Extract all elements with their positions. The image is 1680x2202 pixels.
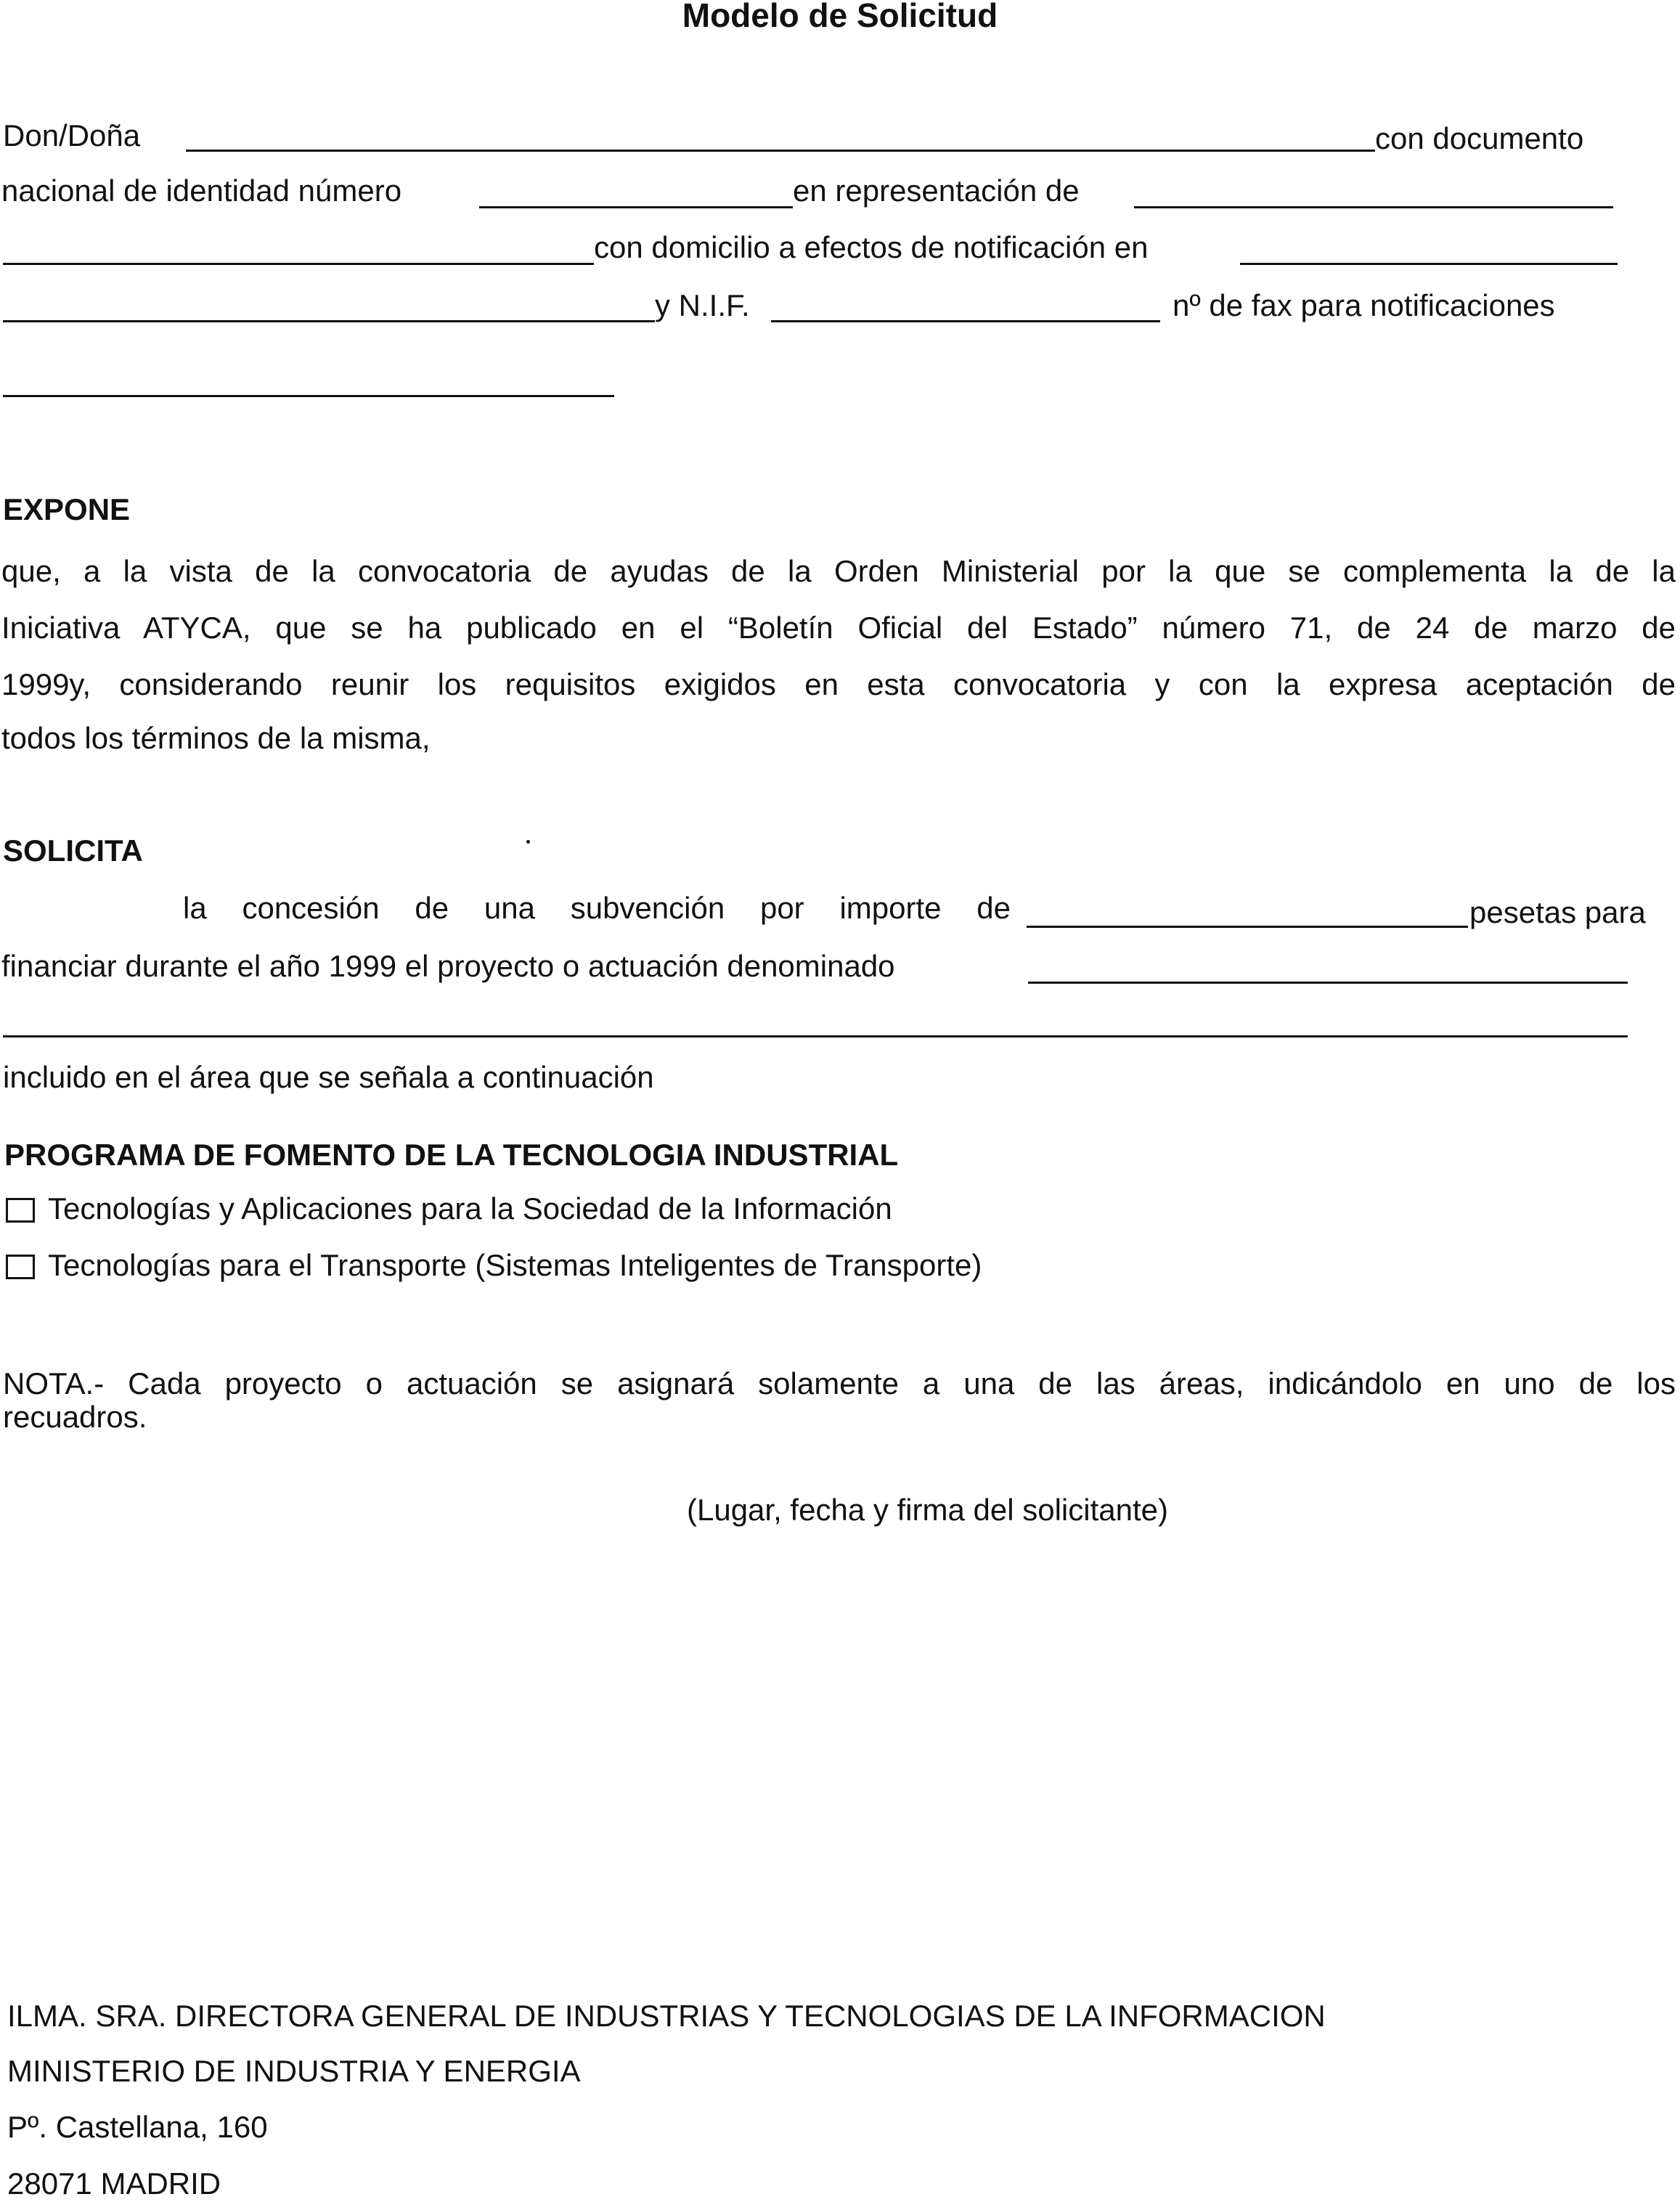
domicilio-field-line-3[interactable]: [3, 320, 655, 322]
fax-label: nº de fax para notificaciones: [1173, 288, 1555, 322]
representacion-label: en representación de: [793, 174, 1080, 208]
importe-field-line[interactable]: [1027, 926, 1468, 928]
solicita-line-1-prefix: la concesión de una subvención por importe de: [183, 891, 1011, 925]
name-field-line[interactable]: [186, 150, 1375, 152]
option-checkbox-sociedad-informacion[interactable]: [6, 1198, 35, 1223]
expone-heading: EXPONE: [3, 492, 131, 526]
dni-label: nacional de identidad número: [1, 174, 402, 208]
addressee-line-4: 28071 MADRID: [7, 2166, 221, 2201]
stray-dot: [526, 840, 530, 844]
con-documento-label: con documento: [1375, 121, 1584, 155]
expone-line-4: todos los términos de la misma,: [1, 721, 431, 755]
option-checkbox-transporte[interactable]: [6, 1255, 35, 1279]
domicilio-field-line-2[interactable]: [1240, 263, 1618, 265]
nota-line-1: NOTA.- Cada proyecto o actuación se asignará solamente a una de las áreas, indicándolo en uno de los: [3, 1366, 1676, 1400]
solicita-heading: SOLICITA: [3, 833, 143, 868]
nif-field-line[interactable]: [771, 320, 1160, 322]
option-label-sociedad-informacion: Tecnologías y Aplicaciones para la Sociedad de la Información: [48, 1191, 892, 1226]
programa-heading: PROGRAMA DE FOMENTO DE LA TECNOLOGIA INDUSTRIAL: [4, 1138, 899, 1172]
nota-line-2: recuadros.: [3, 1400, 147, 1434]
addressee-line-2: MINISTERIO DE INDUSTRIA Y ENERGIA: [7, 2054, 581, 2088]
addressee-line-1: ILMA. SRA. DIRECTORA GENERAL DE INDUSTRIAS Y TECNOLOGIAS DE LA INFORMACION: [7, 1999, 1326, 2033]
addressee-line-3: Pº. Castellana, 160: [7, 2110, 268, 2144]
nif-label: y N.I.F.: [655, 288, 750, 322]
representacion-field-line[interactable]: [1134, 206, 1613, 208]
fax-field-line[interactable]: [3, 395, 614, 397]
signature-note: (Lugar, fecha y firma del solicitante): [687, 1493, 1168, 1527]
proyecto-field-line-2[interactable]: [3, 1035, 1628, 1037]
expone-line-3: 1999y, considerando reunir los requisitos exigidos en esta convocatoria y con la expresa aceptación de: [1, 667, 1676, 701]
solicita-line-1-suffix: pesetas para: [1469, 895, 1646, 929]
expone-line-1: que, a la vista de la convocatoria de ayudas de la Orden Ministerial por la que se complementa la de la: [1, 554, 1676, 588]
domicilio-field-line-1[interactable]: [3, 263, 594, 265]
proyecto-field-line-1[interactable]: [1028, 982, 1628, 984]
dni-field-line[interactable]: [479, 206, 793, 208]
page-title: Modelo de Solicitud: [682, 0, 998, 34]
option-label-transporte: Tecnologías para el Transporte (Sistemas Inteligentes de Transporte): [48, 1248, 982, 1282]
domicilio-label: con domicilio a efectos de notificación en: [594, 230, 1149, 264]
expone-line-2: Iniciativa ATYCA, que se ha publicado en el “Boletín Oficial del Estado” número 71, de 24 de marzo de: [1, 611, 1676, 645]
area-text: incluido en el área que se señala a continuación: [3, 1060, 654, 1094]
don-dona-label: Don/Doña: [3, 118, 141, 152]
solicita-line-2-prefix: financiar durante el año 1999 el proyecto o actuación denominado: [1, 949, 895, 983]
